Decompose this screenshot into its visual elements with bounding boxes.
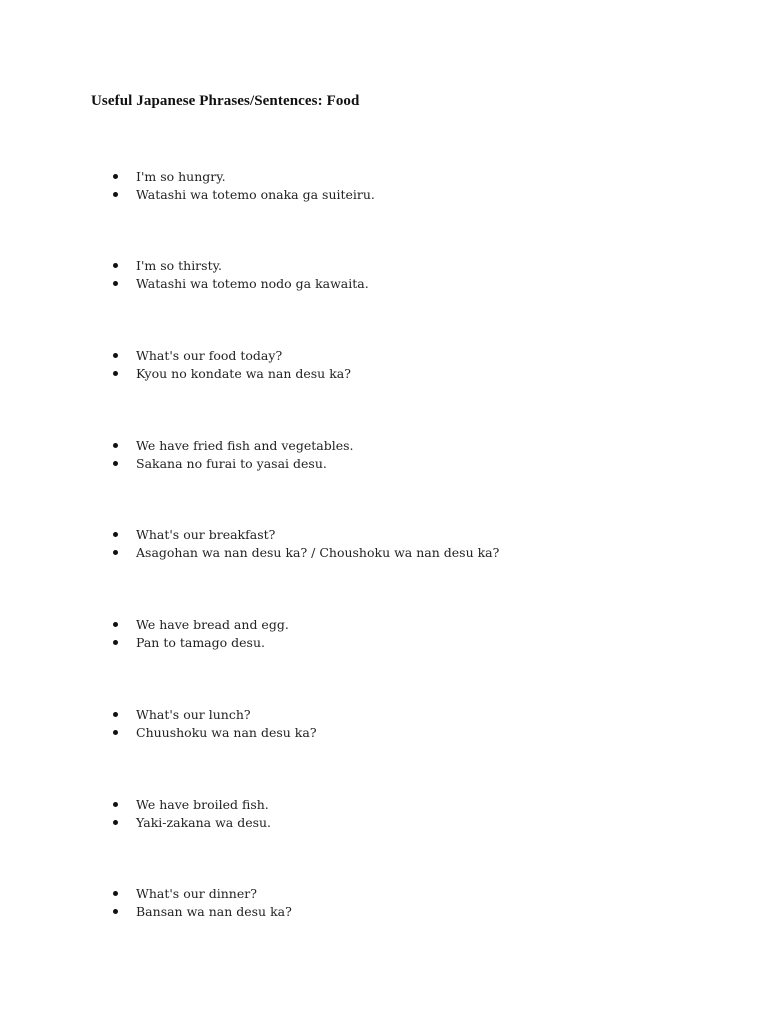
- english-phrase: We have bread and egg.: [136, 617, 289, 632]
- bullet-icon: [113, 640, 118, 645]
- bullet-icon: [113, 281, 118, 286]
- english-phrase: What's our lunch?: [136, 707, 251, 722]
- bullet-icon: [113, 712, 118, 717]
- english-phrase: We have broiled fish.: [136, 797, 269, 812]
- bullet-icon: [113, 550, 118, 555]
- japanese-phrase: Bansan wa nan desu ka?: [136, 904, 292, 919]
- bullet-icon: [113, 622, 118, 627]
- bullet-icon: [113, 909, 118, 914]
- bullet-icon: [113, 371, 118, 376]
- bullet-icon: [113, 192, 118, 197]
- japanese-phrase: Watashi wa totemo nodo ga kawaita.: [136, 276, 369, 291]
- bullet-icon: [113, 802, 118, 807]
- bullet-icon: [113, 174, 118, 179]
- bullet-icon: [113, 730, 118, 735]
- bullet-icon: [113, 891, 118, 896]
- bullet-icon: [113, 532, 118, 537]
- bullet-icon: [113, 461, 118, 466]
- japanese-phrase: Watashi wa totemo onaka ga suiteiru.: [136, 187, 375, 202]
- english-phrase: What's our food today?: [136, 348, 283, 363]
- japanese-phrase: Kyou no kondate wa nan desu ka?: [136, 366, 351, 381]
- english-phrase: We have fried fish and vegetables.: [136, 438, 354, 453]
- bullet-icon: [113, 353, 118, 358]
- japanese-phrase: Yaki-zakana wa desu.: [136, 815, 272, 830]
- japanese-phrase: Chuushoku wa nan desu ka?: [136, 725, 317, 740]
- japanese-phrase: Sakana no furai to yasai desu.: [136, 456, 327, 471]
- japanese-phrase: Asagohan wa nan desu ka? / Choushoku wa nan desu ka?: [136, 545, 500, 560]
- english-phrase: What's our dinner?: [136, 886, 257, 901]
- bullet-icon: [113, 820, 118, 825]
- japanese-phrase: Pan to tamago desu.: [136, 635, 265, 650]
- english-phrase: I'm so hungry.: [136, 169, 226, 184]
- page-title: Useful Japanese Phrases/Sentences: Food: [91, 93, 360, 109]
- english-phrase: I'm so thirsty.: [136, 258, 222, 273]
- english-phrase: What's our breakfast?: [136, 527, 276, 542]
- bullet-icon: [113, 443, 118, 448]
- bullet-icon: [113, 263, 118, 268]
